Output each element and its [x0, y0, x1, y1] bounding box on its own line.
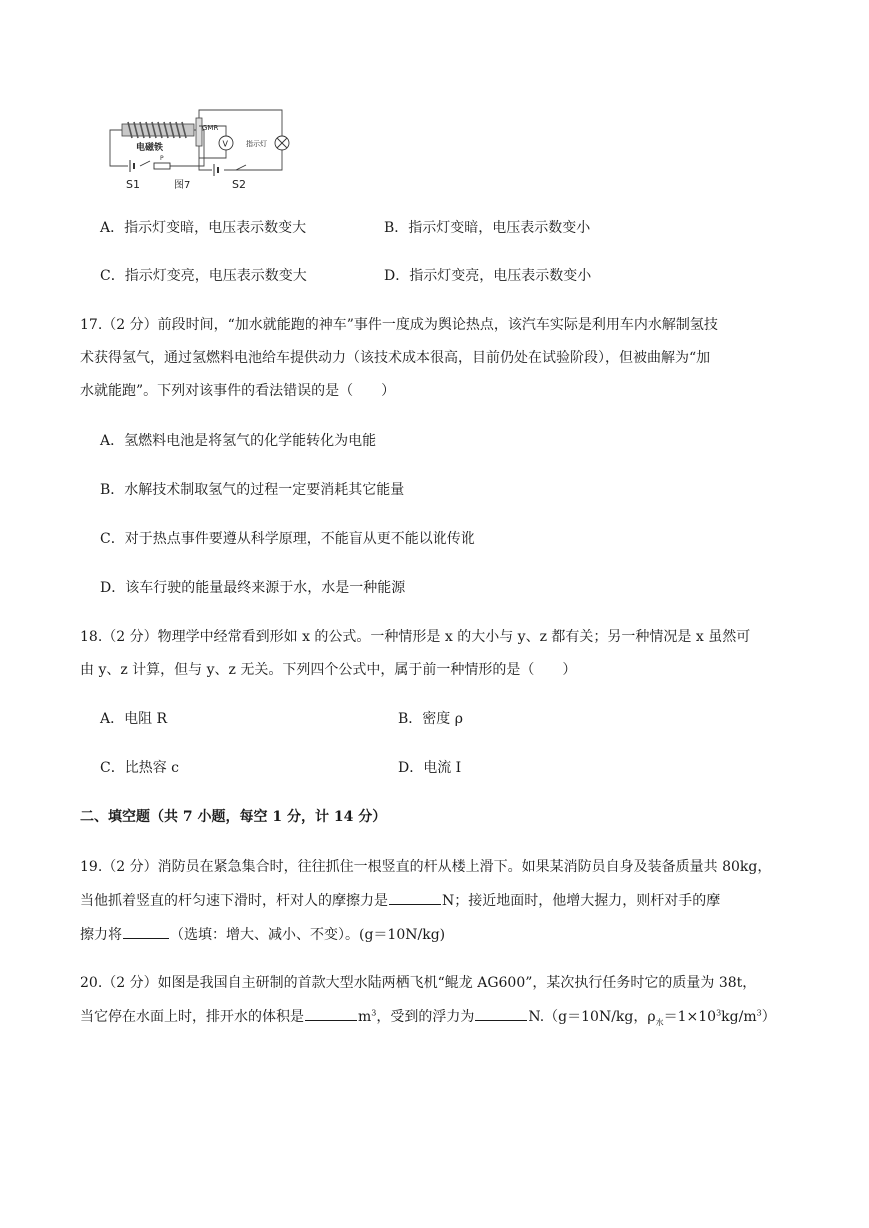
q20-line2-text-b: ，受到的浮力为: [376, 1009, 475, 1025]
q20-unit: m: [358, 1009, 372, 1025]
q16-option-a: A．指示灯变暗，电压表示数变大: [100, 220, 307, 236]
q17-option-c: C．对于热点事件要遵从科学原理，不能盲从更不能以讹传讹: [100, 531, 475, 547]
circuit-figure: [100, 108, 300, 192]
q20-line2-text-e: kg/m: [721, 1009, 757, 1025]
switch2-label: S2: [232, 178, 246, 191]
electromagnet-label: 电磁铁: [136, 143, 164, 153]
q17-stem-line1: 17.（2 分）前段时间，“加水就能跑的神车”事件一度成为舆论热点，该汽车实际是利用车内水解制氢技: [80, 317, 718, 333]
q18-option-a: A．电阻 R: [100, 711, 168, 727]
voltmeter-symbol: V: [222, 139, 228, 149]
lamp-label: 指示灯: [246, 140, 267, 148]
q18-option-b: B．密度 ρ: [398, 711, 463, 727]
gmr-resistor: [196, 118, 202, 146]
q18-option-c: C．比热容 c: [100, 760, 180, 776]
q19-answer-blank-2[interactable]: [123, 924, 169, 939]
slider-label: P: [160, 155, 164, 162]
q19-line2-text-b: N；接近地面时，他增大握力，则杆对手的摩: [442, 893, 721, 909]
q20-stem-line1: 20.（2 分）如图是我国自主研制的首款大型水陆两栖飞机“鲲龙 AG600”，某次执行任务时它的质量为 38t，: [80, 975, 757, 991]
switch-s2: [236, 165, 246, 170]
q20-unit-exponent: 3: [371, 1008, 377, 1018]
q16-option-c: C．指示灯变亮，电压表示数变大: [100, 268, 307, 284]
q20-line2-text-d: ＝1×10: [663, 1009, 717, 1025]
q19-line3-text-b: （选填：增大、减小、不变）。(g＝10N/kg): [170, 927, 446, 943]
q17-stem-line3: 水就能跑”。下列对该事件的看法错误的是（ ）: [80, 383, 396, 399]
gmr-label: GMR: [202, 124, 219, 132]
q18-option-d: D．电流 I: [398, 760, 462, 776]
figure-caption: 图7: [174, 180, 191, 191]
q20-answer-blank-1[interactable]: [305, 1006, 357, 1021]
q16-option-b: B．指示灯变暗，电压表示数变小: [384, 220, 591, 236]
right-wire-top: [199, 110, 282, 136]
q20-exponent-1: 3: [716, 1008, 722, 1018]
q19-answer-blank-1[interactable]: [389, 890, 441, 905]
q19-line2-text-a: 当他抓着竖直的杆匀速下滑时，杆对人的摩擦力是: [80, 893, 388, 909]
q19-stem-line3: [80, 924, 445, 945]
q20-exponent-2: 3: [756, 1008, 762, 1018]
q20-line2-text-a: 当它停在水面上时，排开水的体积是: [80, 1009, 304, 1025]
q17-option-b: B．水解技术制取氢气的过程一定要消耗其它能量: [100, 482, 405, 498]
q20-rho-subscript: 水: [655, 1017, 664, 1027]
q20-answer-blank-2[interactable]: [475, 1006, 527, 1021]
q18-stem-line2: 由 y、z 计算，但与 y、z 无关。下列四个公式中，属于前一种情形的是（ ）: [80, 662, 577, 678]
q17-option-d: D．该车行驶的能量最终来源于水，水是一种能源: [100, 580, 406, 596]
q20-line2-text-f: ）: [761, 1009, 776, 1025]
rheostat: [154, 163, 170, 169]
switch-s1: [140, 161, 150, 166]
right-wire-bottom2: [224, 150, 282, 170]
voltmeter-wire2: [199, 150, 226, 158]
q20-line2-text-c: N.（g＝10N/kg，ρ: [528, 1009, 656, 1025]
q20-stem-line2: [80, 1006, 776, 1027]
q19-stem-line2: [80, 890, 720, 911]
switch1-label: S1: [126, 178, 140, 191]
q16-option-d: D．指示灯变亮，电压表示数变小: [384, 268, 592, 284]
q18-stem-line1: 18.（2 分）物理学中经常看到形如 x 的公式。一种情形是 x 的大小与 y、z 都有关；另一种情况是 x 虽然可: [80, 629, 751, 645]
q19-stem-line1: 19.（2 分）消防员在紧急集合时，往往抓住一根竖直的杆从楼上滑下。如果某消防员自身及装备质量共 80kg，: [80, 859, 772, 875]
q17-stem-line2: 术获得氢气，通过氢燃料电池给车提供动力（该技术成本很高，目前仍处在试验阶段），但被曲解为“加: [80, 350, 711, 366]
q17-option-a: A．氢燃料电池是将氢气的化学能转化为电能: [100, 433, 377, 449]
q19-line3-text-a: 擦力将: [80, 927, 122, 943]
section-heading-fill-in: 二、填空题（共 7 小题，每空 1 分，计 14 分）: [80, 809, 387, 825]
